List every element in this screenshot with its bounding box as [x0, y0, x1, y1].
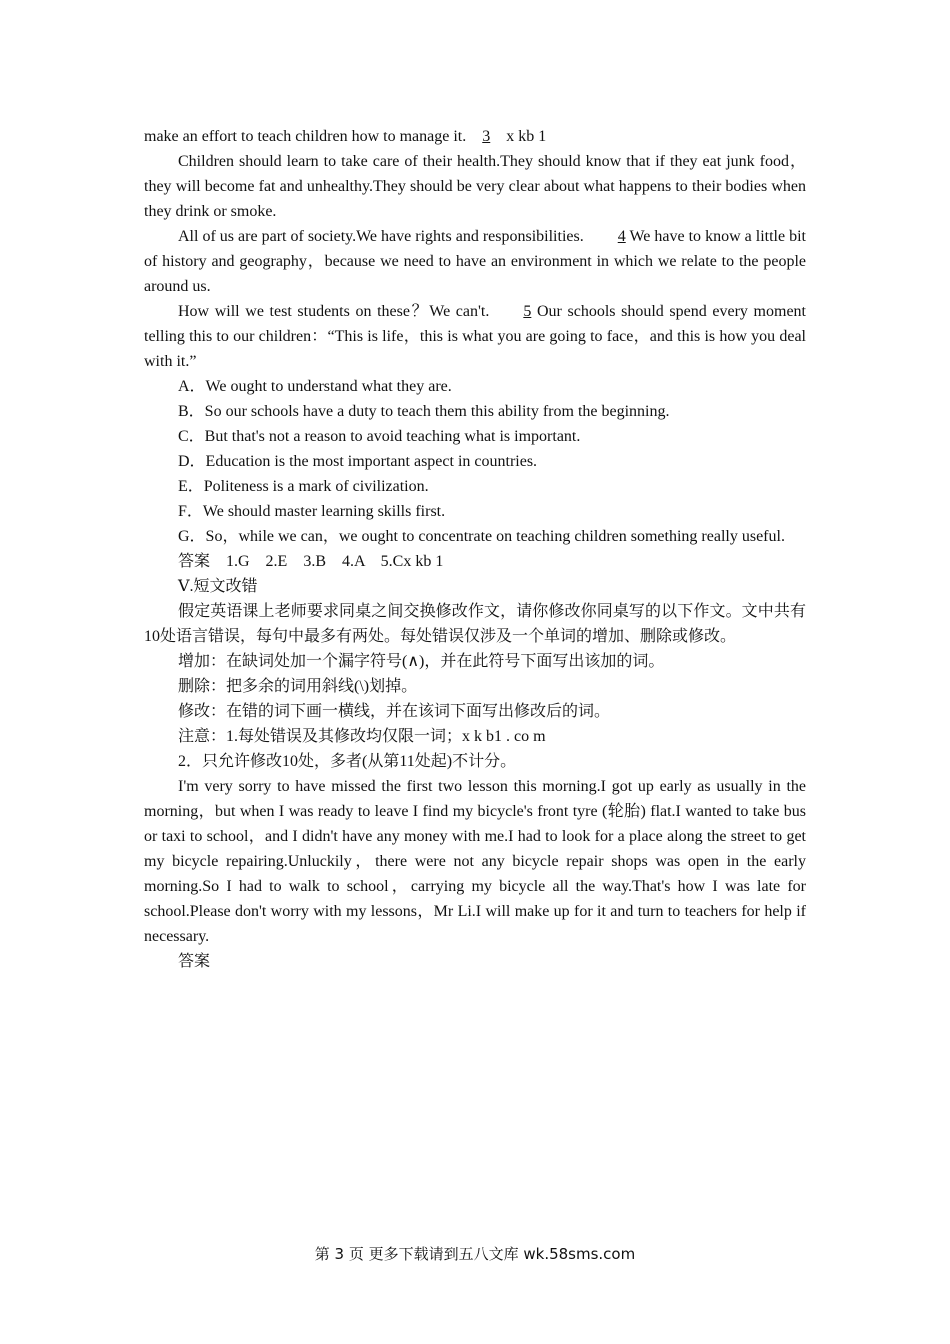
rule-modify: 修改：在错的词下画一横线，并在该词下面写出修改后的词。 — [178, 703, 611, 720]
option-a: A．We ought to understand what they are. — [178, 378, 452, 395]
option-d: D．Education is the most important aspect in countries. — [178, 453, 538, 470]
passage-text: All of us are part of society.We have rights and responsibilities. — [178, 228, 584, 245]
document-body — [144, 124, 806, 974]
passage-text: x kb 1 — [506, 128, 547, 145]
rule-delete: 删除：把多余的词用斜线(\)划掉。 — [178, 678, 418, 695]
paragraph-health: Children should learn to take care of their health.They should know that if they eat junk food，they will become fat and unhealthy.They should be very clear about what happens to their bodies when they drink or smoke. — [144, 153, 806, 220]
paragraph-society — [144, 224, 806, 299]
passage-text: Our schools should spend every moment telling this to our children：“This is life，this is what you are going to face，and this is how you deal with it.” — [144, 303, 806, 370]
note-1: 注意：1.每处错误及其修改均仅限一词；x k b1 . co m — [178, 728, 546, 745]
passage-text: How will we test students on these？We can't. — [178, 303, 490, 320]
passage-text: We have to know a little bit of history and geography，because we need to have an environment in which we relate to the people around us. — [144, 228, 806, 295]
blank-4: 4 — [617, 228, 626, 245]
answer-label: 答案 — [178, 953, 211, 970]
option-e: E．Politeness is a mark of civilization. — [178, 478, 429, 495]
passage-line-3 — [144, 124, 806, 149]
note-2: 2．只允许修改10处，多者(从第11处起)不计分。 — [178, 753, 517, 770]
paragraph-test — [144, 299, 806, 374]
option-g: G．So，while we can，we ought to concentrate on teaching children something really useful. — [178, 528, 785, 545]
blank-5: 5 — [523, 303, 532, 320]
essay-text: I'm very sorry to have missed the first two lesson this morning.I got up early as usually in the morning，but when I was ready to leave I find my bicycle's front tyre (轮胎) flat.I wanted to take bus or taxi to school，and I didn't have any money with me.I had to look for a place along the street to get my bicycle repairing.Unluckily，there were not any bicycle repair shops was open in the early morning.So I had to walk to school，carrying my bicycle all the way.That's how I was late for school.Please don't worry with my lessons，Mr Li.I will make up for it and turn to teachers for help if necessary. — [144, 778, 806, 945]
passage-text: make an effort to teach children how to manage it. — [144, 128, 467, 145]
section-title: Ⅴ.短文改错 — [178, 578, 258, 595]
answer-key: 答案 1.G 2.E 3.B 4.A 5.Cx kb 1 — [178, 553, 444, 570]
instructions: 假定英语课上老师要求同桌之间交换修改作文，请你修改你同桌写的以下作文。文中共有10处语言错误，每句中最多有两处。每处错误仅涉及一个单词的增加、删除或修改。 — [144, 603, 806, 645]
page-footer: 第 3 页 更多下载请到五八文库 wk.58sms.com — [314, 1245, 636, 1263]
blank-3: 3 — [482, 128, 491, 145]
rule-add: 增加：在缺词处加一个漏字符号(∧)，并在此符号下面写出该加的词。 — [178, 653, 665, 670]
option-c: C．But that's not a reason to avoid teaching what is important. — [178, 428, 581, 445]
option-b: B．So our schools have a duty to teach them this ability from the beginning. — [178, 403, 670, 420]
option-f: F．We should master learning skills first. — [178, 503, 446, 520]
